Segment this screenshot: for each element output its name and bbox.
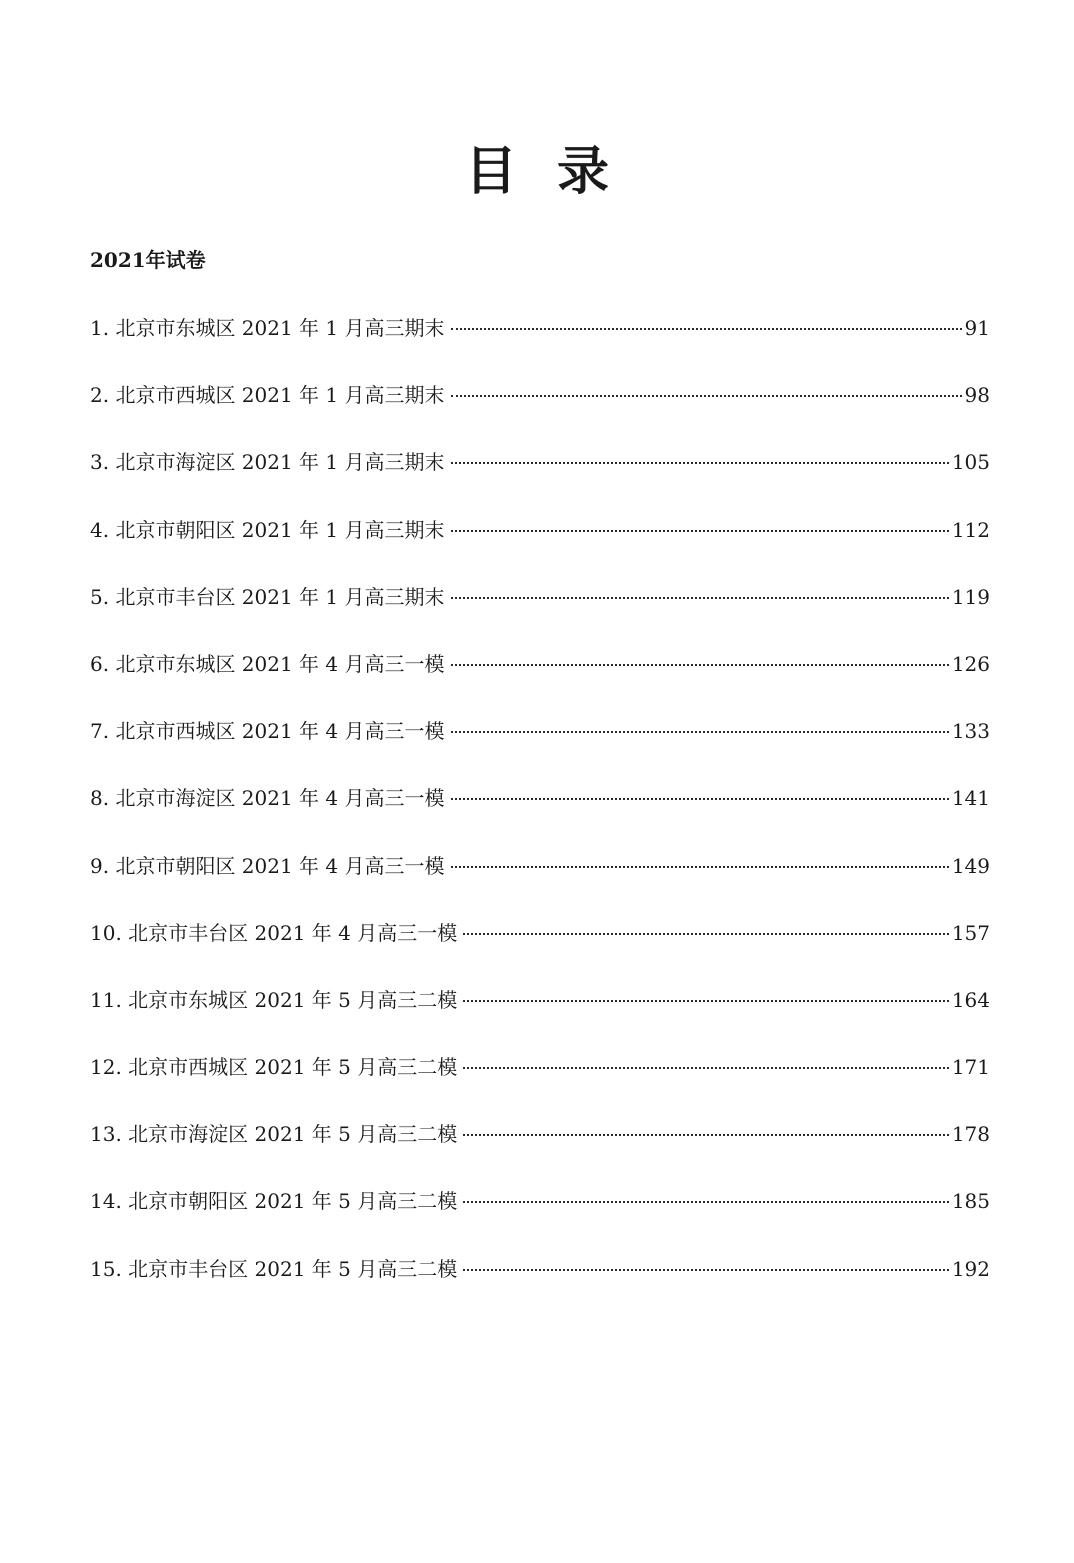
toc-entry-label: 11. 北京市东城区 2021 年 5 月高三二模 [90,987,458,1012]
toc-entry-label: 6. 北京市东城区 2021 年 4 月高三一模 [90,651,445,676]
dot-leader [463,1134,949,1136]
toc-entry-page-number: 164 [951,987,990,1012]
toc-entry-page-number: 141 [951,786,990,811]
toc-entry-page-number: 149 [951,853,990,878]
toc-entry[interactable] [90,446,990,513]
toc-entry-label: 7. 北京市西城区 2021 年 4 月高三一模 [90,719,445,744]
toc-entry-page-number: 133 [951,719,990,744]
page-title: 目录 [464,141,649,202]
toc-entry-page-number: 119 [951,584,990,609]
dot-leader [451,798,949,800]
toc-entry-page-number: 112 [951,517,990,542]
dot-leader [451,462,949,464]
dot-leader [451,530,949,532]
toc-entry[interactable] [90,312,990,379]
dot-leader [463,933,949,935]
toc-entry[interactable] [90,715,990,782]
toc-entry-label: 2. 北京市西城区 2021 年 1 月高三期末 [90,383,445,408]
toc-entry[interactable] [90,581,990,648]
toc-entry-label: 10. 北京市丰台区 2021 年 4 月高三一模 [90,920,458,945]
toc-entry[interactable] [90,917,990,984]
toc-entry[interactable] [90,1253,990,1320]
toc-entry-label: 15. 北京市丰台区 2021 年 5 月高三二模 [90,1256,458,1281]
toc-entry-label: 1. 北京市东城区 2021 年 1 月高三期末 [90,316,445,340]
toc-list [90,312,990,1320]
toc-entry[interactable] [90,514,990,581]
toc-entry[interactable] [90,850,990,917]
dot-leader [463,1067,949,1069]
dot-leader [451,395,962,397]
toc-entry-label: 4. 北京市朝阳区 2021 年 1 月高三期末 [90,517,445,542]
dot-leader [451,731,949,733]
section-heading: 2021年试卷 [90,248,206,272]
dot-leader [451,664,949,666]
toc-entry[interactable] [90,1118,990,1185]
toc-entry[interactable] [90,1051,990,1118]
toc-entry-page-number: 126 [951,651,990,676]
toc-entry-label: 9. 北京市朝阳区 2021 年 4 月高三一模 [90,853,445,878]
toc-entry[interactable] [90,984,990,1051]
toc-entry-page-number: 185 [951,1189,990,1214]
toc-entry-label: 12. 北京市西城区 2021 年 5 月高三二模 [90,1055,458,1080]
dot-leader [463,1269,949,1271]
toc-entry-label: 8. 北京市海淀区 2021 年 4 月高三一模 [90,786,445,811]
toc-entry-label: 13. 北京市海淀区 2021 年 5 月高三二模 [90,1122,458,1147]
dot-leader [451,597,949,599]
toc-entry-page-number: 91 [964,316,990,340]
dot-leader [463,1000,949,1002]
toc-entry[interactable] [90,1185,990,1252]
toc-entry-page-number: 98 [964,383,990,408]
toc-entry-page-number: 157 [951,920,990,945]
toc-entry-page-number: 178 [951,1122,990,1147]
toc-entry[interactable] [90,782,990,849]
toc-entry[interactable] [90,379,990,446]
dot-leader [451,866,949,868]
toc-entry-page-number: 192 [951,1256,990,1281]
toc-entry-label: 5. 北京市丰台区 2021 年 1 月高三期末 [90,584,445,609]
toc-entry-page-number: 171 [951,1055,990,1080]
toc-entry-label: 14. 北京市朝阳区 2021 年 5 月高三二模 [90,1189,458,1214]
toc-entry[interactable] [90,648,990,715]
toc-entry-label: 3. 北京市海淀区 2021 年 1 月高三期末 [90,450,445,475]
dot-leader [463,1201,949,1203]
dot-leader [451,328,962,330]
toc-entry-page-number: 105 [951,450,990,475]
